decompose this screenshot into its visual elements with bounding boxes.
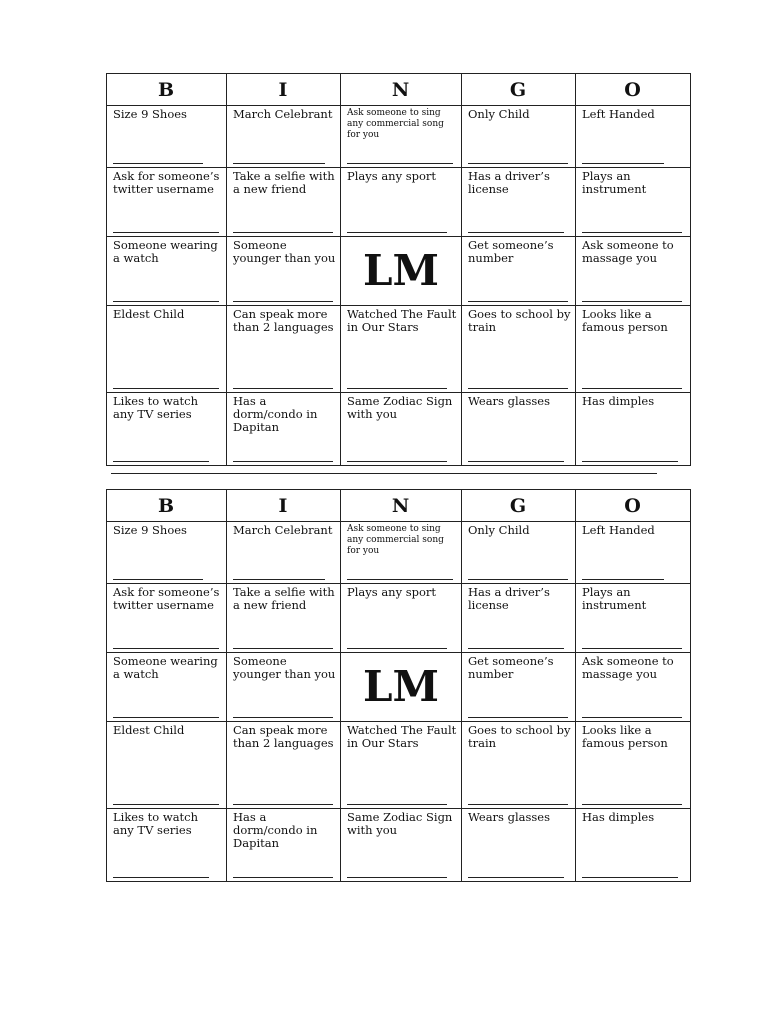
cell-prompt: Ask for someone’s twitter username (113, 585, 220, 612)
cell-prompt: Same Zodiac Sign with you (347, 810, 453, 837)
cell-prompt: Same Zodiac Sign with you (347, 394, 453, 421)
bingo-cell[interactable] (341, 722, 461, 808)
column-header-i: I (227, 74, 341, 106)
column-header-n: N (341, 74, 462, 106)
cell-prompt: Ask for someone’s twitter username (113, 169, 220, 196)
cell-prompt: Goes to school by train (468, 307, 571, 334)
bingo-cell[interactable] (576, 809, 690, 881)
bingo-cell[interactable] (462, 584, 575, 652)
cell-prompt: Eldest Child (113, 723, 185, 737)
signature-line[interactable] (468, 717, 568, 718)
bingo-cell[interactable] (576, 393, 690, 465)
cell-prompt: Looks like a famous person (582, 723, 668, 750)
cell-prompt: Goes to school by train (468, 723, 571, 750)
header-row (107, 490, 691, 522)
cell-prompt: Someone wearing a watch (113, 654, 218, 681)
signature-line[interactable] (113, 461, 209, 462)
cell-prompt: Plays an instrument (582, 585, 647, 612)
cell-prompt: Wears glasses (468, 394, 551, 408)
bingo-cell[interactable] (227, 393, 340, 465)
cell-prompt: Plays an instrument (582, 169, 647, 196)
bingo-cell[interactable] (341, 168, 461, 236)
cell-prompt: Someone younger than you (233, 654, 336, 681)
bingo-cell[interactable] (227, 237, 340, 305)
bingo-cell[interactable] (107, 653, 226, 721)
signature-line[interactable] (468, 804, 568, 805)
bingo-cell[interactable] (107, 306, 226, 392)
cell-prompt: Likes to watch any TV series (113, 394, 199, 421)
bingo-cell[interactable] (462, 237, 575, 305)
signature-line[interactable] (347, 648, 447, 649)
signature-line[interactable] (113, 163, 203, 164)
free-space-label: LM (362, 246, 440, 295)
signature-line[interactable] (233, 579, 325, 580)
bingo-row (107, 168, 691, 237)
signature-line[interactable] (347, 232, 447, 233)
cut-line-divider (111, 473, 657, 474)
cell-prompt: Take a selfie with a new friend (233, 585, 335, 612)
signature-line[interactable] (468, 461, 564, 462)
bingo-row (107, 584, 691, 653)
bingo-cell[interactable] (107, 393, 226, 465)
bingo-cell[interactable] (341, 809, 461, 881)
bingo-cell[interactable] (107, 237, 226, 305)
signature-line[interactable] (113, 717, 219, 718)
bingo-cell[interactable] (107, 722, 226, 808)
bingo-cell[interactable] (462, 809, 575, 881)
bingo-row (107, 393, 691, 466)
cell-prompt: Likes to watch any TV series (113, 810, 199, 837)
cell-prompt: Looks like a famous person (582, 307, 668, 334)
cell-prompt: Plays any sport (347, 169, 437, 183)
cell-prompt: Left Handed (582, 107, 655, 121)
signature-line[interactable] (582, 804, 682, 805)
free-space-cell[interactable] (341, 653, 461, 721)
cell-prompt: Left Handed (582, 523, 655, 537)
bingo-cell[interactable] (576, 722, 690, 808)
signature-line[interactable] (113, 388, 219, 389)
cell-prompt: Has dimples (582, 810, 655, 824)
signature-line[interactable] (233, 301, 333, 302)
bingo-cell[interactable] (576, 653, 690, 721)
signature-line[interactable] (233, 163, 325, 164)
signature-line[interactable] (233, 877, 333, 878)
signature-line[interactable] (468, 232, 564, 233)
bingo-row (107, 106, 691, 168)
column-header-b: B (107, 490, 227, 522)
cell-prompt: Get someone’s number (468, 654, 554, 681)
bingo-cell[interactable] (576, 237, 690, 305)
bingo-cell[interactable] (576, 522, 690, 583)
signature-line[interactable] (347, 388, 447, 389)
column-header-n: N (341, 490, 462, 522)
cell-prompt: Only Child (468, 107, 530, 121)
signature-line[interactable] (582, 163, 664, 164)
signature-line[interactable] (347, 877, 447, 878)
signature-line[interactable] (113, 579, 203, 580)
free-space-label: LM (362, 662, 440, 711)
bingo-cell[interactable] (107, 106, 226, 167)
bingo-cell[interactable] (462, 168, 575, 236)
cell-prompt: Wears glasses (468, 810, 551, 824)
bingo-row (107, 237, 691, 306)
bingo-cell[interactable] (227, 722, 340, 808)
signature-line[interactable] (582, 232, 682, 233)
cell-prompt: Ask someone to sing any commercial song for you (347, 524, 444, 556)
cell-prompt: Can speak more than 2 languages (233, 307, 334, 334)
column-header-g: G (462, 74, 576, 106)
cell-prompt: Someone younger than you (233, 238, 336, 265)
cell-prompt: Take a selfie with a new friend (233, 169, 335, 196)
bingo-cell[interactable] (341, 393, 461, 465)
bingo-cell[interactable] (227, 809, 340, 881)
signature-line[interactable] (582, 648, 682, 649)
bingo-cell[interactable] (227, 106, 340, 167)
bingo-cell[interactable] (576, 106, 690, 167)
signature-line[interactable] (582, 579, 664, 580)
cell-prompt: March Celebrant (233, 523, 333, 537)
signature-line[interactable] (233, 388, 333, 389)
bingo-row (107, 809, 691, 882)
signature-line[interactable] (468, 877, 564, 878)
bingo-cell[interactable] (576, 168, 690, 236)
bingo-cell[interactable] (341, 306, 461, 392)
signature-line[interactable] (468, 301, 568, 302)
signature-line[interactable] (233, 717, 333, 718)
cell-prompt: Eldest Child (113, 307, 185, 321)
column-header-i: I (227, 490, 341, 522)
bingo-cell[interactable] (107, 168, 226, 236)
cell-prompt: Only Child (468, 523, 530, 537)
column-header-o: O (576, 490, 691, 522)
signature-line[interactable] (468, 648, 564, 649)
signature-line[interactable] (468, 388, 568, 389)
bingo-cell[interactable] (107, 809, 226, 881)
column-header-o: O (576, 74, 691, 106)
cell-prompt: Watched The Fault in Our Stars (347, 307, 457, 334)
free-space-cell[interactable] (341, 237, 461, 305)
bingo-row (107, 722, 691, 809)
signature-line[interactable] (113, 301, 219, 302)
cell-prompt: Someone wearing a watch (113, 238, 218, 265)
column-header-b: B (107, 74, 227, 106)
bingo-row (107, 653, 691, 722)
cell-prompt: Can speak more than 2 languages (233, 723, 334, 750)
bingo-cell[interactable] (341, 522, 461, 583)
cell-prompt: Watched The Fault in Our Stars (347, 723, 457, 750)
signature-line[interactable] (347, 804, 447, 805)
bingo-cell[interactable] (227, 168, 340, 236)
cell-prompt: March Celebrant (233, 107, 333, 121)
bingo-cell[interactable] (576, 306, 690, 392)
signature-line[interactable] (233, 232, 333, 233)
signature-line[interactable] (468, 579, 568, 580)
bingo-row (107, 522, 691, 584)
bingo-cell[interactable] (576, 584, 690, 652)
bingo-cell[interactable] (341, 106, 461, 167)
bingo-card-bottom (106, 489, 691, 882)
bingo-cell[interactable] (341, 584, 461, 652)
bingo-cell[interactable] (462, 653, 575, 721)
bingo-cell[interactable] (462, 306, 575, 392)
bingo-cell[interactable] (227, 584, 340, 652)
signature-line[interactable] (468, 163, 568, 164)
signature-line[interactable] (113, 232, 219, 233)
signature-line[interactable] (582, 717, 682, 718)
signature-line[interactable] (347, 579, 453, 580)
bingo-cell[interactable] (227, 653, 340, 721)
bingo-cell[interactable] (227, 522, 340, 583)
cell-prompt: Plays any sport (347, 585, 437, 599)
bingo-row (107, 306, 691, 393)
header-row (107, 74, 691, 106)
signature-line[interactable] (582, 388, 682, 389)
column-header-g: G (462, 490, 576, 522)
cell-prompt: Size 9 Shoes (113, 107, 187, 121)
signature-line[interactable] (113, 648, 219, 649)
signature-line[interactable] (113, 804, 219, 805)
cell-prompt: Ask someone to sing any commercial song for you (347, 108, 444, 140)
cell-prompt: Has a dorm/condo in Dapitan (233, 810, 318, 850)
signature-line[interactable] (233, 804, 333, 805)
signature-line[interactable] (582, 461, 678, 462)
cell-prompt: Has a driver’s license (468, 169, 550, 196)
signature-line[interactable] (582, 877, 678, 878)
signature-line[interactable] (233, 648, 333, 649)
signature-line[interactable] (113, 877, 209, 878)
cell-prompt: Size 9 Shoes (113, 523, 187, 537)
bingo-card-top (106, 73, 691, 466)
bingo-cell[interactable] (227, 306, 340, 392)
signature-line[interactable] (233, 461, 333, 462)
cell-prompt: Has a dorm/condo in Dapitan (233, 394, 318, 434)
cell-prompt: Has dimples (582, 394, 655, 408)
bingo-cell[interactable] (107, 584, 226, 652)
cell-prompt: Has a driver’s license (468, 585, 550, 612)
bingo-cell[interactable] (462, 106, 575, 167)
bingo-cell[interactable] (462, 393, 575, 465)
bingo-cell[interactable] (107, 522, 226, 583)
signature-line[interactable] (347, 163, 453, 164)
cell-prompt: Get someone’s number (468, 238, 554, 265)
signature-line[interactable] (347, 461, 447, 462)
bingo-cell[interactable] (462, 722, 575, 808)
signature-line[interactable] (582, 301, 682, 302)
bingo-cell[interactable] (462, 522, 575, 583)
cell-prompt: Ask someone to massage you (582, 238, 674, 265)
cell-prompt: Ask someone to massage you (582, 654, 674, 681)
